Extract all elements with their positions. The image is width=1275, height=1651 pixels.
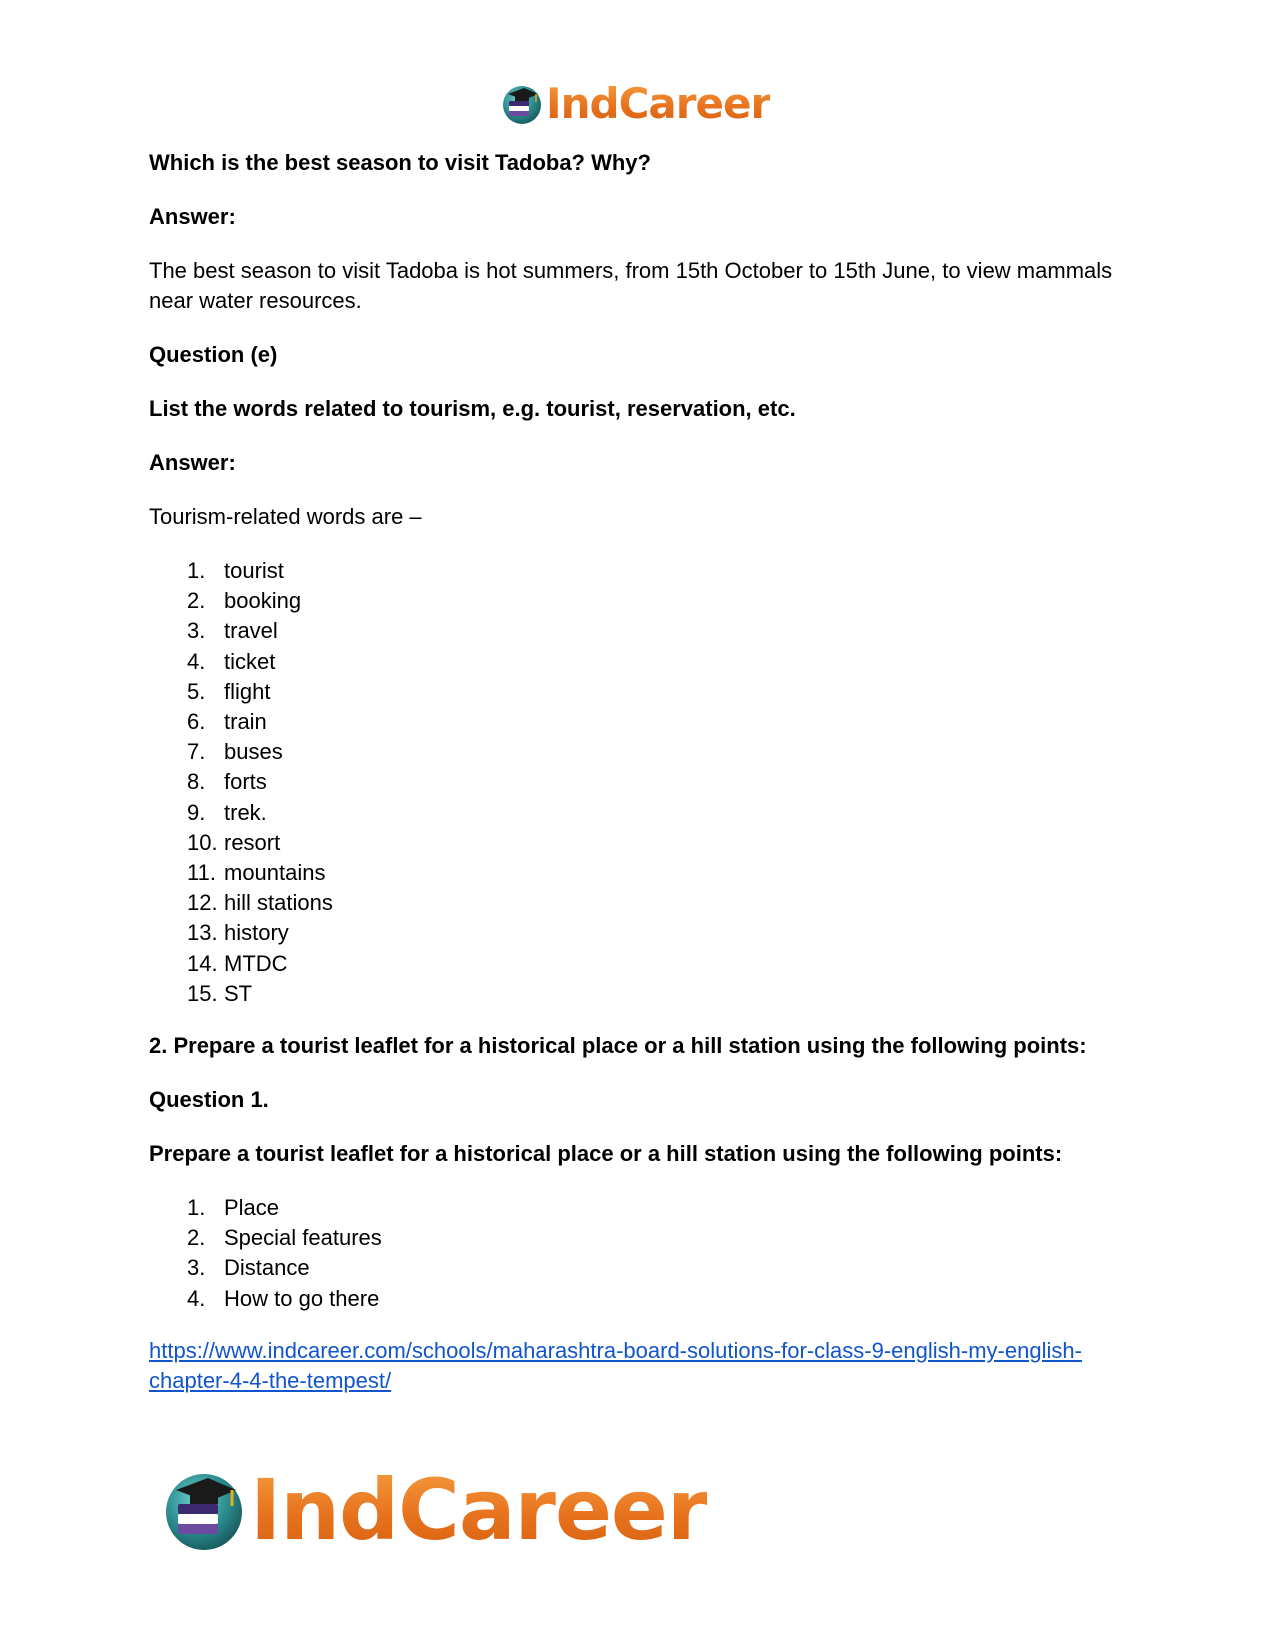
question-1-label: Question 1. [149, 1087, 269, 1113]
list-item: 15. ST [187, 980, 253, 1006]
list-item: 4. ticket [187, 648, 276, 674]
list-item: 12. hill stations [187, 890, 333, 916]
list-item: 7. buses [187, 739, 283, 765]
footer-logo-text: IndCareer [250, 1461, 708, 1559]
list-item: 8. forts [187, 769, 267, 795]
question-1-text: Prepare a tourist leaflet for a historical place or a hill station using the following points: [149, 1141, 1063, 1167]
list-item: 2. booking [187, 588, 302, 614]
list-item: 13. history [187, 920, 289, 946]
answer-text: The best season to visit Tadoba is hot summers, from 15th October to 15th June, to view mammals near water resources. [149, 258, 1113, 313]
list-item: 9. trek. [187, 799, 267, 825]
list-item: 10. resort [187, 829, 281, 855]
answer-label-2: Answer: [149, 450, 236, 475]
header-logo [500, 80, 770, 128]
list-item: 3. Distance [187, 1255, 310, 1281]
question-e-label: Question (e) [149, 342, 278, 367]
source-link[interactable]: https://www.indcareer.com/schools/maharashtra-board-solutions-for-class-9-english-my-english-chapter-4-4-the-tempest/ [149, 1337, 1082, 1393]
graduation-globe-icon [160, 1466, 248, 1554]
list-item: 14. MTDC [187, 950, 288, 976]
question-e-text: List the words related to tourism, e.g. tourist, reservation, etc. [149, 396, 796, 421]
footer-logo [160, 1461, 708, 1559]
section-2-heading: 2. Prepare a tourist leaflet for a historical place or a hill station using the following points: [149, 1033, 1087, 1059]
list-item: 6. train [187, 709, 267, 735]
list-item: 2. Special features [187, 1225, 382, 1251]
list-item: 1. tourist [187, 558, 284, 583]
header-logo-text: IndCareer [546, 79, 771, 128]
list-item: 5. flight [187, 678, 271, 704]
question-heading: Which is the best season to visit Tadoba? Why? [149, 150, 651, 175]
answer-intro: Tourism-related words are – [149, 504, 422, 529]
graduation-globe-icon [500, 82, 544, 126]
answer-label: Answer: [149, 204, 236, 229]
tourism-words-list [149, 556, 1149, 1009]
document-body [149, 148, 1149, 1396]
list-item: 1. Place [187, 1195, 280, 1221]
list-item: 3. travel [187, 618, 278, 644]
leaflet-points-list [149, 1193, 1149, 1314]
list-item: 11. mountains [187, 860, 326, 886]
list-item: 4. How to go there [187, 1285, 380, 1311]
